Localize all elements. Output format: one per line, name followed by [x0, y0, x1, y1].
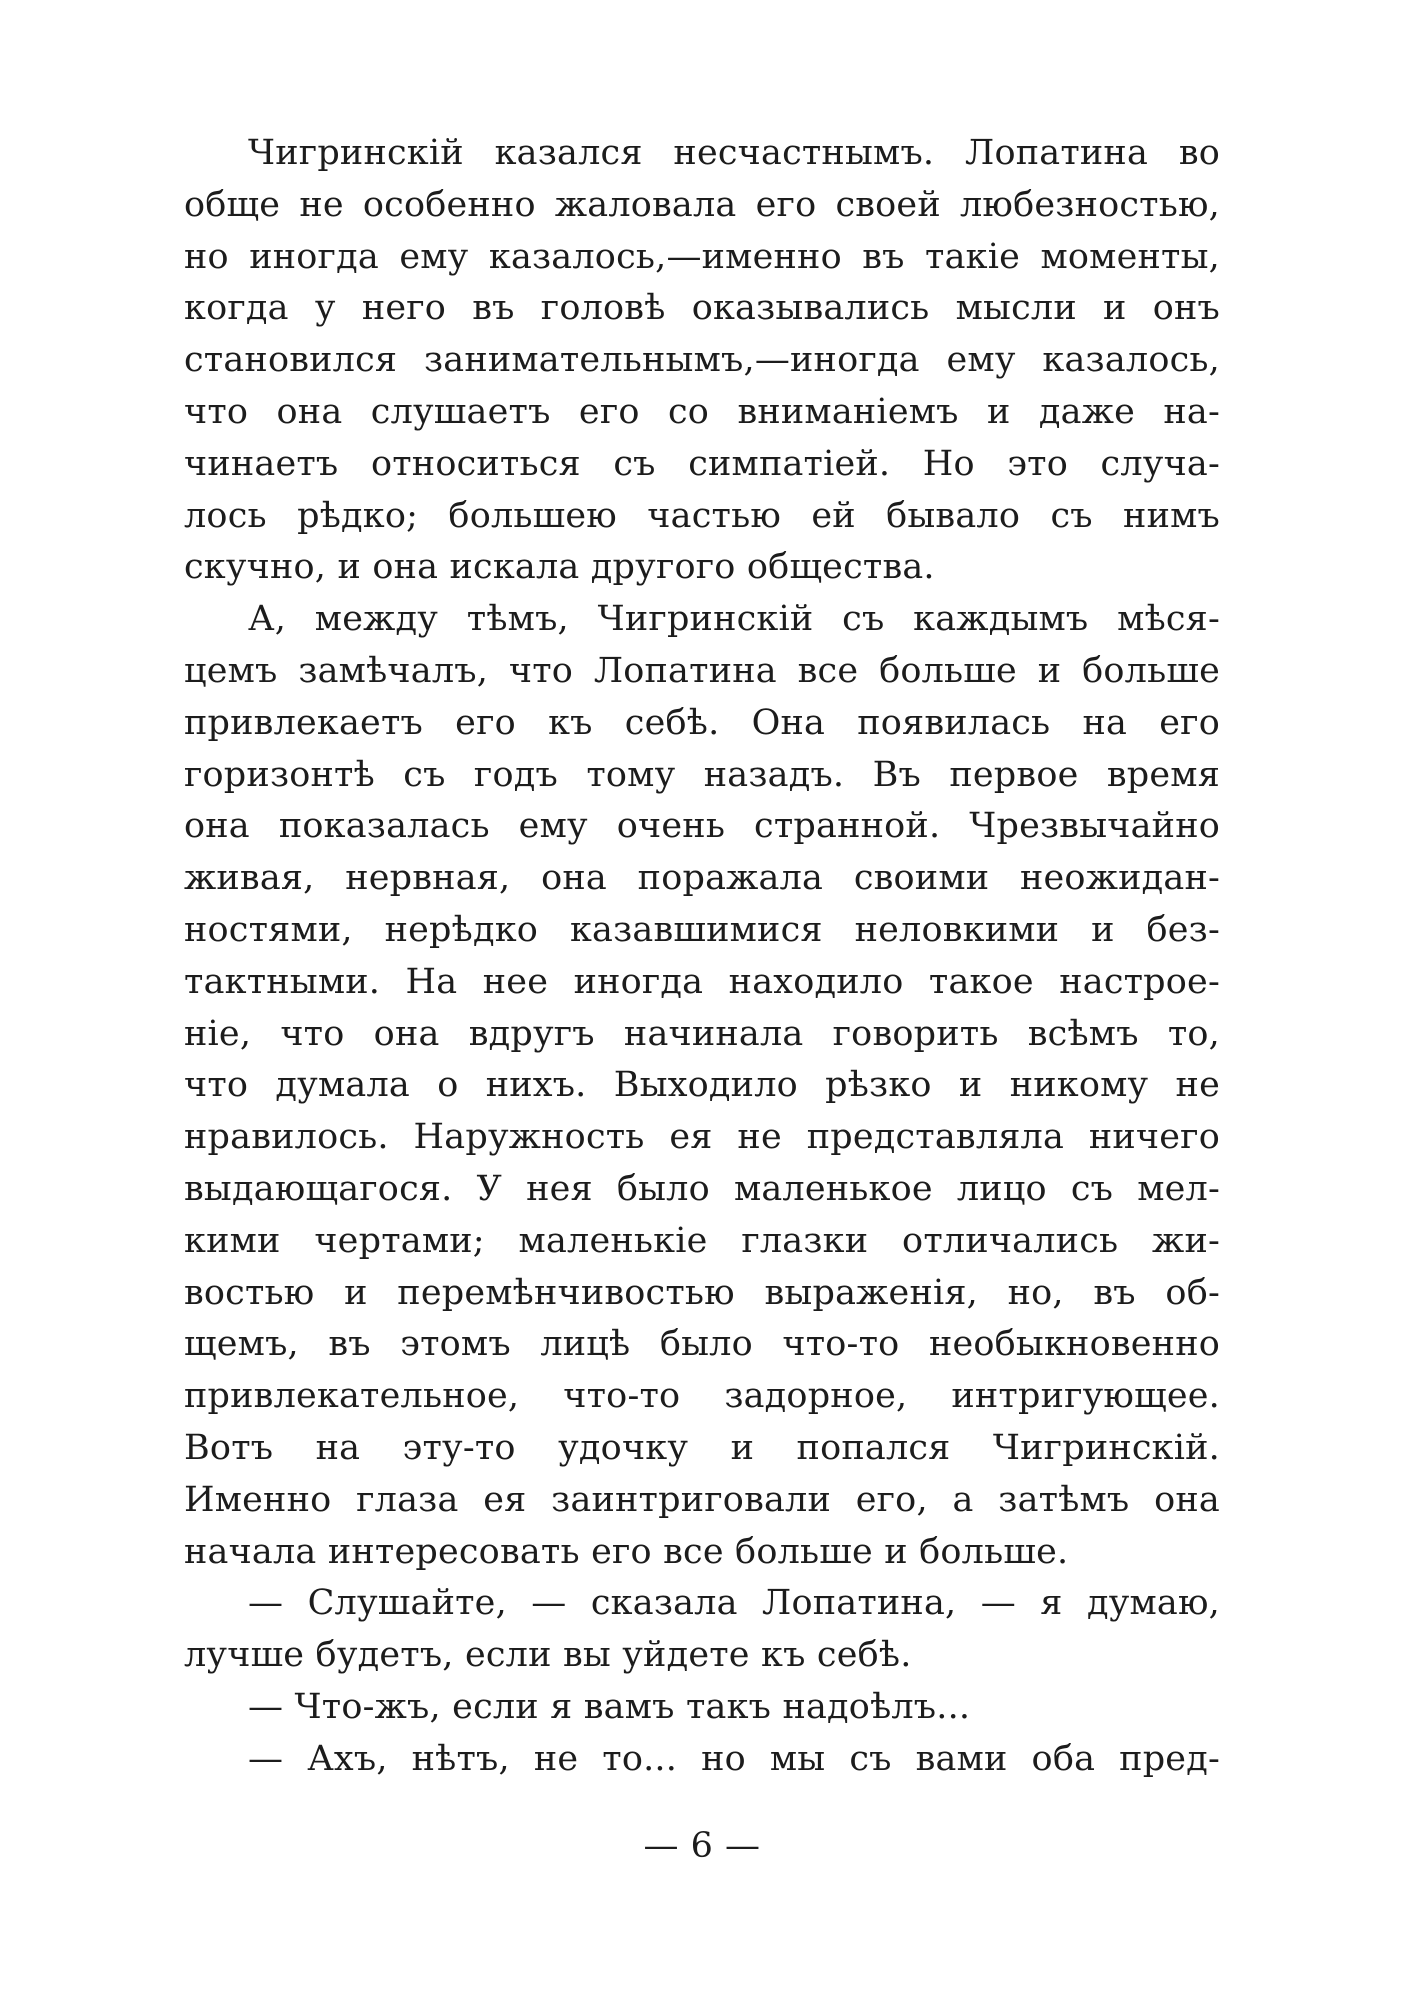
text-line: кими чертами; маленькіе глазки отличались жи- [184, 1220, 1220, 1261]
text-line: ніе, что она вдругъ начинала говорить всѣмъ то, [184, 1013, 1220, 1054]
text-line: что она слушаетъ его со вниманіемъ и даже на- [184, 391, 1220, 432]
text-line: цемъ замѣчалъ, что Лопатина все больше и больше [184, 650, 1220, 691]
page-number: — 6 — [643, 1826, 761, 1866]
text-line: обще не особенно жаловала его своей любезностью, [184, 184, 1220, 225]
text-line: чинаетъ относиться съ симпатіей. Но это случа- [184, 443, 1220, 484]
text-line: но иногда ему казалось,—именно въ такіе моменты, [184, 236, 1220, 277]
text-line: привлекательное, что-то задорное, интригующее. [184, 1376, 1220, 1417]
text-line: что думала о нихъ. Выходило рѣзко и никому не [184, 1065, 1220, 1106]
text-line: она показалась ему очень странной. Чрезвычайно [184, 806, 1220, 847]
text-line: скучно, и она искала другого общества. [184, 547, 935, 588]
text-line: Чигринскій казался несчастнымъ. Лопатина во [248, 133, 1220, 173]
dialogue-line: — Ахъ, нѣтъ, не то... но мы съ вами оба пред- [248, 1738, 1220, 1779]
text-line: ностями, нерѣдко казавшимися неловкими и без- [184, 909, 1220, 950]
text-line: Именно глаза ея заинтриговали его, а затѣмъ она [184, 1479, 1220, 1520]
text-line: щемъ, въ этомъ лицѣ было что-то необыкновенно [184, 1324, 1220, 1365]
body-text [184, 128, 1220, 1786]
text-line: лось рѣдко; большею частью ей бывало съ нимъ [184, 495, 1220, 536]
text-line: востью и перемѣнчивостью выраженія, но, въ об- [184, 1272, 1220, 1313]
text-line: когда у него въ головѣ оказывались мысли и онъ [184, 288, 1220, 329]
text-line: выдающагося. У нея было маленькое лицо съ мел- [184, 1168, 1220, 1209]
text-line: привлекаетъ его къ себѣ. Она появилась на его [184, 702, 1220, 743]
text-line: нравилось. Наружность ея не представляла ничего [184, 1117, 1220, 1158]
text-line: тактными. На нее иногда находило такое настрое- [184, 961, 1220, 1002]
dialogue-line: лучше будетъ, если вы уйдете къ себѣ. [184, 1635, 912, 1676]
dialogue-line: — Что-жъ, если я вамъ такъ надоѣлъ... [248, 1686, 971, 1727]
text-line: живая, нервная, она поражала своими неожидан- [184, 858, 1220, 899]
text-line: А, между тѣмъ, Чигринскій съ каждымъ мѣся- [248, 599, 1220, 640]
text-line: горизонтѣ съ годъ тому назадъ. Въ первое время [184, 754, 1220, 795]
text-line: становился занимательнымъ,—иногда ему казалось, [184, 340, 1220, 381]
dialogue-line: — Слушайте, — сказала Лопатина, — я думаю, [248, 1583, 1220, 1624]
text-line: Вотъ на эту-то удочку и попался Чигринскій. [184, 1427, 1220, 1468]
text-line: начала интересовать его все больше и больше. [184, 1531, 1069, 1572]
